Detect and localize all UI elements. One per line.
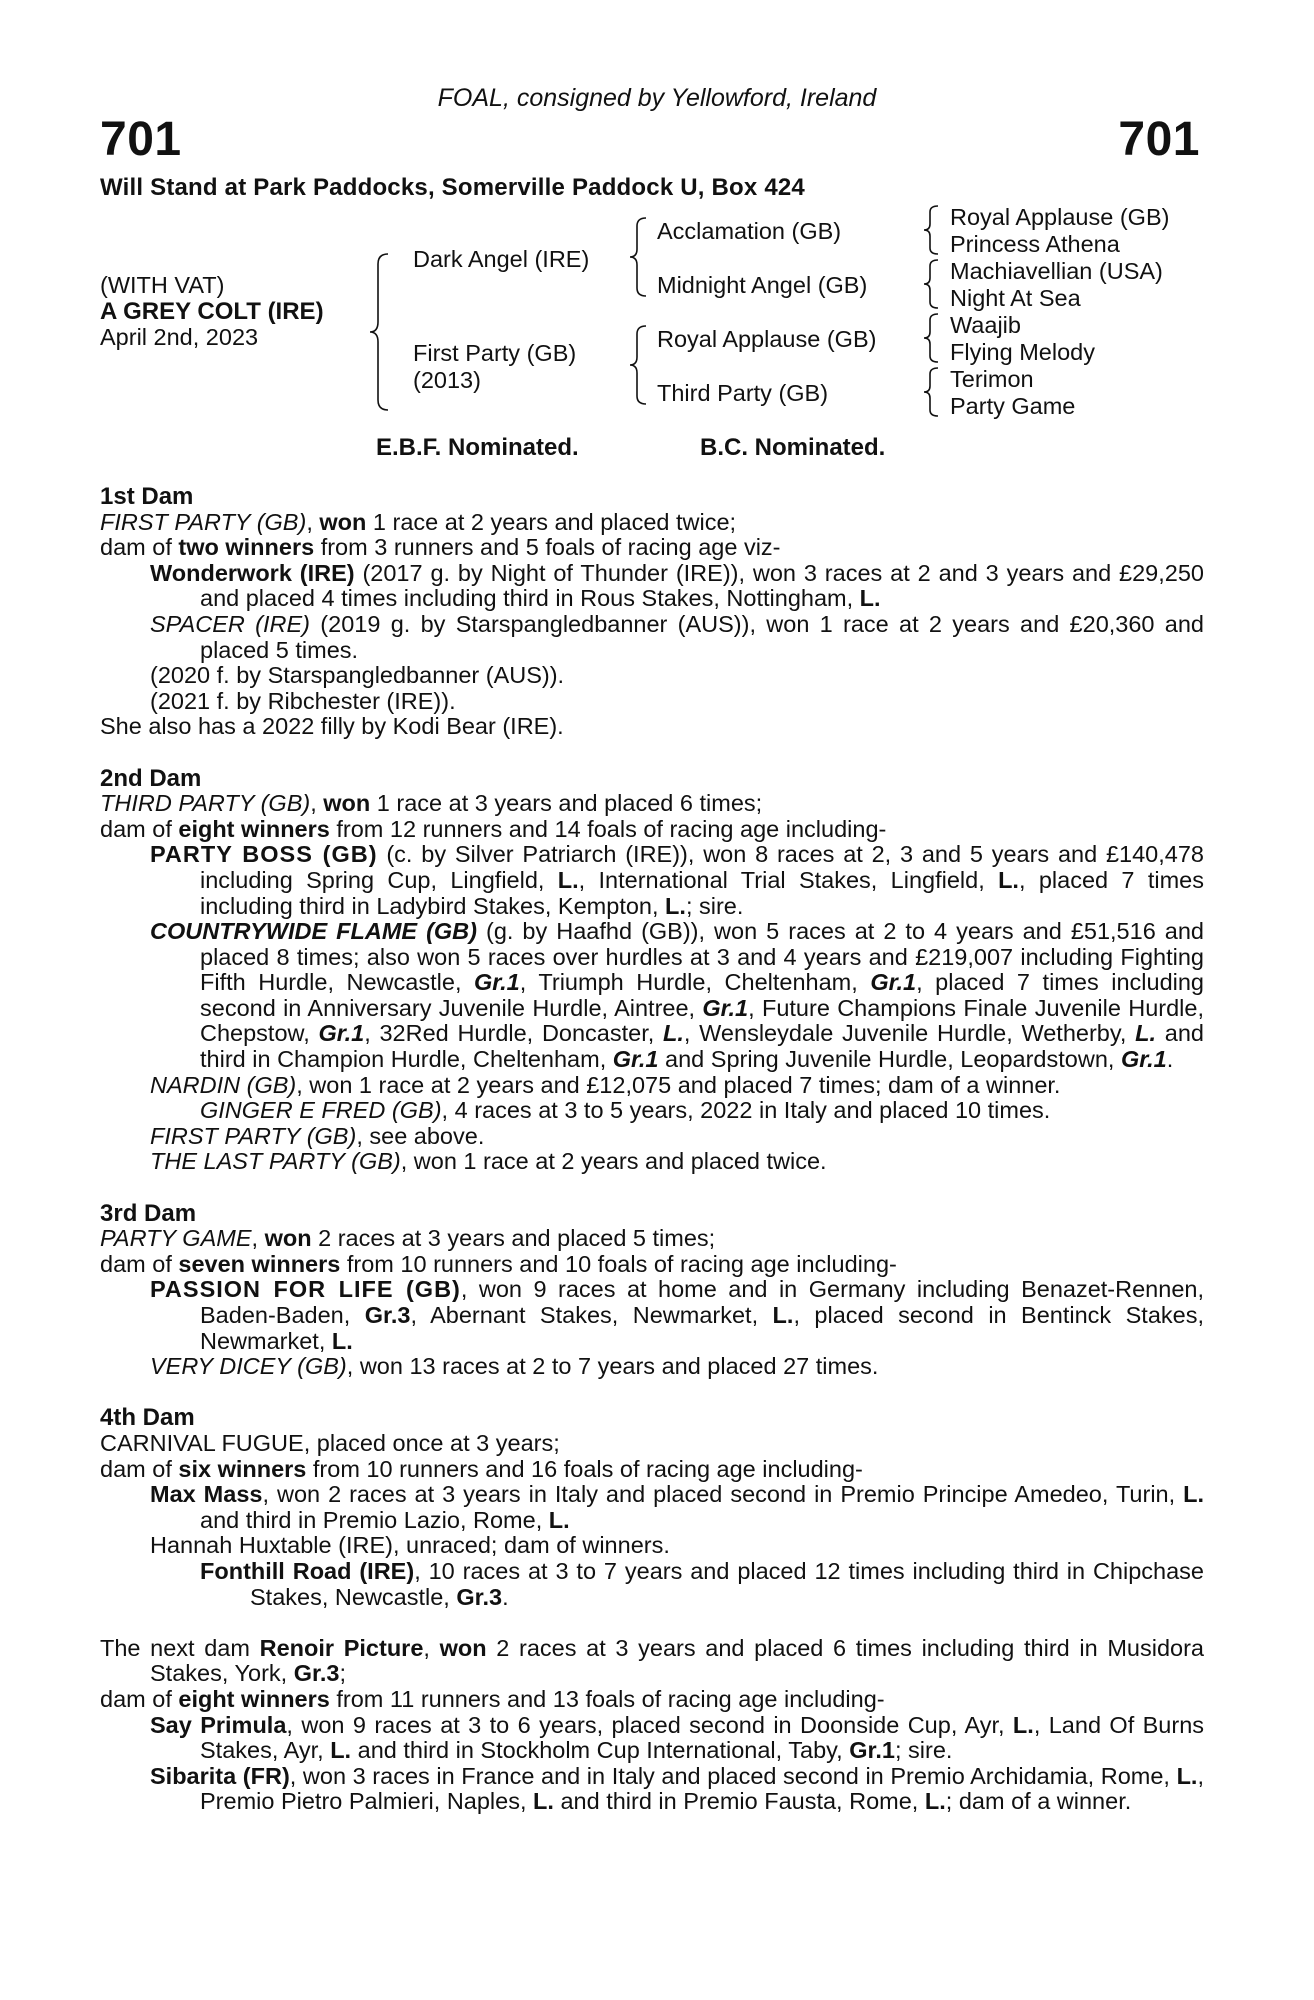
dam-of: dam of — [100, 815, 179, 842]
dam-dam: Third Party (GB) — [657, 380, 829, 406]
section-title-1st-dam: 1st Dam — [100, 483, 194, 510]
progeny-text: , 32Red Hurdle, Doncaster, — [364, 1020, 664, 1047]
progeny-text: , won 2 races at 3 years in Italy and placed second in Premio Principe Amedeo, Turin, — [262, 1481, 1184, 1508]
winners-count: two winners — [178, 534, 315, 561]
dam2-produce-text: from 12 runners and 14 foals of racing age including- — [329, 815, 887, 842]
horse-name: A GREY COLT (IRE) — [100, 298, 324, 325]
dam3-record: PARTY GAME, won 2 races at 3 years and placed 5 times; — [100, 1225, 716, 1252]
section-title-2nd-dam: 2nd Dam — [100, 764, 202, 792]
listed-mark: L. — [772, 1302, 794, 1328]
progeny-text: , placed second in Bentinck Stakes, Newmarket, — [200, 1302, 1204, 1354]
dam4-progeny-2: Hannah Huxtable (IRE), unraced; dam of winners. — [150, 1532, 670, 1559]
progeny-text: and third in Premio Fausta, Rome, — [553, 1788, 925, 1815]
dam1-record: FIRST PARTY (GB), won 1 race at 2 years and placed twice; — [100, 508, 737, 535]
section-title-4th-dam: 4th Dam — [100, 1404, 195, 1432]
produce-record — [100, 484, 1204, 1815]
won-word: won — [264, 1225, 312, 1252]
progeny-name: THE LAST PARTY (GB) — [150, 1148, 401, 1175]
ancestor-7: Terimon — [950, 366, 1034, 392]
progeny-text: (2019 g. by Starspangledbanner (AUS)), won 1 race at 2 years and £20,360 and placed 5 times. — [200, 610, 1204, 663]
listed-mark: L. — [665, 892, 686, 919]
dam1-progeny-3: (2020 f. by Starspangledbanner (AUS)). — [150, 662, 565, 689]
dam-sire: Royal Applause (GB) — [657, 326, 877, 352]
stand-location: Will Stand at Park Paddocks, Somerville Paddock U, Box 424 — [100, 174, 805, 201]
dam3-produce-text: from 10 runners and 10 foals of racing age including- — [340, 1250, 897, 1277]
progeny-text: , Wensleydale Juvenile Hurdle, Wetherby, — [683, 1020, 1136, 1047]
pedigree-brace-dam — [628, 324, 648, 406]
progeny-name: Max Mass — [150, 1481, 263, 1508]
pedigree-brace-g1 — [922, 204, 940, 256]
dam3-record-text: 2 races at 3 years and placed 5 times; — [311, 1225, 716, 1252]
progeny-text: (g. by Haafhd (GB)), won 5 races at 2 to 4 years and £51,516 and placed 8 times; also won 5 races over hurdles at 3 and 4 years and £219,007 including Fighting Fifth Hurdle, Newcastle, — [200, 918, 1204, 996]
dam2-progeny-2 — [100, 919, 1204, 1073]
dam2-progeny-4 — [100, 1124, 1204, 1150]
group3-mark: Gr.3 — [293, 1660, 340, 1687]
dam-of: dam of — [100, 1455, 179, 1482]
progeny-name: COUNTRYWIDE FLAME (GB) — [150, 918, 477, 945]
group1-mark: Gr.1 — [474, 969, 520, 996]
progeny-name: Fonthill Road (IRE) — [200, 1557, 415, 1584]
progeny-text: , Triumph Hurdle, Cheltenham, — [519, 969, 871, 996]
listed-mark: L. — [1176, 1762, 1198, 1789]
dam1-also-has: She also has a 2022 filly by Kodi Bear (IRE). — [100, 713, 564, 740]
sire-sire: Acclamation (GB) — [657, 218, 842, 244]
progeny-text: , see above. — [356, 1122, 485, 1149]
progeny-name: FIRST PARTY (GB) — [150, 1122, 357, 1149]
next-dam-progeny-2 — [100, 1764, 1204, 1815]
dam-of: dam of — [100, 534, 179, 561]
dam1-record-text: 1 race at 2 years and placed twice; — [366, 508, 737, 535]
listed-mark: L. — [557, 866, 579, 893]
consignment-line: FOAL, consigned by Yellowford, Ireland — [437, 84, 877, 112]
progeny-text: , placed 7 times including second in Anniversary Juvenile Hurdle, Aintree, — [200, 969, 1204, 1021]
listed-mark: L. — [533, 1788, 554, 1815]
winners-count: six winners — [178, 1455, 307, 1482]
dam4-record: CARNIVAL FUGUE, placed once at 3 years; — [100, 1429, 560, 1456]
progeny-name: Sibarita (FR) — [150, 1762, 290, 1789]
foaled-date: April 2nd, 2023 — [100, 324, 259, 350]
listed-mark: L. — [924, 1788, 946, 1815]
next-dam-produce-summary — [100, 1687, 1204, 1713]
progeny-text: , Abernant Stakes, Newmarket, — [410, 1302, 773, 1328]
dam-of: dam of — [100, 1685, 179, 1712]
ancestor-2: Princess Athena — [950, 231, 1120, 257]
next-dam-progeny-1 — [100, 1713, 1204, 1764]
listed-mark: L. — [331, 1327, 353, 1354]
pedigree-brace-main — [368, 252, 390, 412]
listed-mark: L. — [1135, 1020, 1157, 1047]
listed-mark: L. — [330, 1737, 352, 1764]
dam1-progeny-2 — [100, 612, 1204, 663]
won-word: won — [439, 1634, 487, 1661]
listed-mark: L. — [859, 585, 881, 612]
dam1-produce-text: from 3 runners and 5 foals of racing age viz- — [314, 534, 781, 561]
progeny-text: , won 9 races at home and in Germany including Benazet-Rennen, Baden-Baden, — [200, 1276, 1204, 1328]
pedigree-brace-g4 — [922, 366, 940, 418]
pedigree-brace-sire — [628, 216, 648, 298]
dam4-grand-progeny-1 — [100, 1559, 1204, 1610]
dam2-name: THIRD PARTY (GB) — [100, 790, 311, 817]
group1-mark: Gr.1 — [612, 1046, 659, 1073]
winners-count: seven winners — [178, 1250, 341, 1277]
winners-count: eight winners — [178, 1685, 330, 1712]
group1-mark: Gr.1 — [1120, 1046, 1167, 1073]
progeny-text: , won 1 race at 2 years and placed twice. — [400, 1148, 827, 1175]
ancestor-5: Waajib — [950, 312, 1021, 338]
progeny-text: , International Trial Stakes, Lingfield, — [578, 866, 999, 893]
progeny-text: ; sire. — [894, 1737, 953, 1764]
dam4-produce-summary — [100, 1457, 1204, 1483]
progeny-text: , 4 races at 3 to 5 years, 2022 in Italy and placed 10 times. — [441, 1097, 1051, 1124]
progeny-text: , won 9 races at 3 to 6 years, placed second in Doonside Cup, Ayr, — [286, 1711, 1013, 1738]
progeny-text: and third in Champion Hurdle, Cheltenham, — [200, 1020, 1204, 1073]
dam2-record-text: 1 race at 3 years and placed 6 times; — [370, 790, 763, 817]
ancestor-8: Party Game — [950, 393, 1076, 419]
lot-number-left: 701 — [100, 113, 182, 166]
dam1-progeny-1 — [100, 561, 1204, 612]
next-dam-text: 2 races at 3 years and placed 6 times including third in Musidora Stakes, York, — [150, 1634, 1205, 1687]
dam2-progeny-1 — [100, 842, 1204, 919]
progeny-name: Say Primula — [150, 1711, 287, 1738]
progeny-text: ; sire. — [685, 892, 744, 919]
dam4-produce-text: from 10 runners and 16 foals of racing age including- — [306, 1455, 863, 1482]
progeny-text: , won 3 races in France and in Italy and placed second in Premio Archidamia, Rome, — [289, 1762, 1177, 1789]
progeny-name: VERY DICEY (GB) — [150, 1353, 347, 1380]
progeny-name: Wonderwork (IRE) — [150, 559, 355, 586]
progeny-text: and third in Stockholm Cup International, Taby, — [351, 1737, 850, 1764]
group3-mark: Gr.3 — [364, 1302, 411, 1328]
group1-mark: Gr.1 — [318, 1020, 365, 1047]
lot-number-right: 701 — [1118, 113, 1200, 166]
next-dam-record: The next dam Renoir Picture, won 2 races at 3 years and placed 6 times including third in Musidora Stakes, York, Gr.3; — [100, 1634, 1205, 1687]
dam3-progeny-1 — [100, 1277, 1204, 1354]
progeny-name: GINGER E FRED (GB) — [200, 1097, 442, 1124]
sire-name: Dark Angel (IRE) — [413, 246, 590, 272]
dam3-name: PARTY GAME — [100, 1225, 252, 1252]
ancestor-6: Flying Melody — [950, 339, 1095, 365]
ebf-nominated: E.B.F. Nominated. — [376, 434, 579, 461]
progeny-text: (2017 g. by Night of Thunder (IRE)), won 3 races at 2 and 3 years and £29,250 and placed 4 times including third in Rous Stakes, Nottingham, — [200, 559, 1204, 612]
ancestor-4: Night At Sea — [950, 285, 1081, 311]
next-dam-name: Renoir Picture — [259, 1634, 424, 1661]
progeny-name: NARDIN (GB) — [150, 1071, 297, 1098]
progeny-text: , 10 races at 3 to 7 years and placed 12 times including third in Chipchase Stakes, Newcastle, — [250, 1557, 1204, 1610]
dam3-progeny-2 — [100, 1354, 1204, 1380]
progeny-name: PARTY BOSS (GB) — [150, 841, 378, 868]
next-dam-intro: The next dam — [100, 1634, 260, 1661]
listed-mark: L. — [998, 866, 1019, 893]
listed-mark: L. — [548, 1506, 570, 1533]
next-dam-produce-text: from 11 runners and 13 foals of racing age including- — [329, 1685, 885, 1712]
progeny-text: . — [1166, 1046, 1174, 1073]
group3-mark: Gr.3 — [456, 1583, 503, 1610]
progeny-text: and third in Premio Lazio, Rome, — [200, 1506, 549, 1533]
progeny-text: , Premio Pietro Palmieri, Naples, — [200, 1762, 1204, 1815]
dam2-grand-progeny-1 — [100, 1098, 1204, 1124]
progeny-text: , won 1 race at 2 years and £12,075 and placed 7 times; dam of a winner. — [296, 1071, 1061, 1098]
winners-count: eight winners — [178, 815, 330, 842]
vat-note: (WITH VAT) — [100, 272, 225, 298]
dam2-progeny-3 — [100, 1073, 1204, 1099]
listed-mark: L. — [663, 1020, 684, 1047]
bc-nominated: B.C. Nominated. — [700, 434, 886, 461]
group1-mark: Gr.1 — [849, 1737, 895, 1764]
dam3-produce-summary — [100, 1252, 1204, 1278]
progeny-text: ; dam of a winner. — [945, 1788, 1132, 1815]
won-word: won — [319, 508, 367, 535]
dam2-produce-summary — [100, 817, 1204, 843]
dam1-progeny-4: (2021 f. by Ribchester (IRE)). — [150, 687, 456, 714]
ancestor-3: Machiavellian (USA) — [950, 258, 1163, 284]
dam-year: (2013) — [413, 367, 481, 393]
listed-mark: L. — [1012, 1711, 1034, 1738]
progeny-text: , placed 7 times including third in Ladybird Stakes, Kempton, — [200, 866, 1204, 919]
progeny-name: PASSION FOR LIFE (GB) — [150, 1276, 461, 1303]
dam1-produce-summary — [100, 535, 1204, 561]
pedigree-brace-g3 — [922, 312, 940, 364]
group1-mark: Gr.1 — [702, 994, 749, 1021]
dam2-progeny-5 — [100, 1149, 1204, 1175]
pedigree-brace-g2 — [922, 258, 940, 310]
dam1-name: FIRST PARTY (GB) — [100, 508, 307, 535]
ancestor-1: Royal Applause (GB) — [950, 204, 1170, 230]
progeny-text: and Spring Juvenile Hurdle, Leopardstown, — [658, 1046, 1121, 1073]
sire-dam: Midnight Angel (GB) — [657, 272, 868, 298]
section-title-3rd-dam: 3rd Dam — [100, 1199, 197, 1227]
progeny-text: , Land Of Burns Stakes, Ayr, — [200, 1711, 1205, 1764]
next-dam-text: ; — [339, 1660, 346, 1687]
progeny-name: SPACER (IRE) — [150, 610, 311, 637]
progeny-text: , Future Champions Finale Juvenile Hurdle, Chepstow, — [200, 994, 1204, 1047]
listed-mark: L. — [1183, 1481, 1205, 1508]
progeny-text: , won 13 races at 2 to 7 years and placed 27 times. — [346, 1353, 879, 1380]
group1-mark: Gr.1 — [870, 969, 917, 996]
dam2-record: THIRD PARTY (GB), won 1 race at 3 years and placed 6 times; — [100, 790, 763, 817]
progeny-text: . — [502, 1583, 509, 1610]
dam4-progeny-1 — [100, 1482, 1204, 1533]
won-word: won — [323, 790, 371, 817]
progeny-text: (c. by Silver Patriarch (IRE)), won 8 races at 2, 3 and 5 years and £140,478 including Spring Cup, Lingfield, — [200, 841, 1204, 893]
dam-name: First Party (GB) — [413, 340, 577, 366]
dam-of: dam of — [100, 1250, 179, 1277]
